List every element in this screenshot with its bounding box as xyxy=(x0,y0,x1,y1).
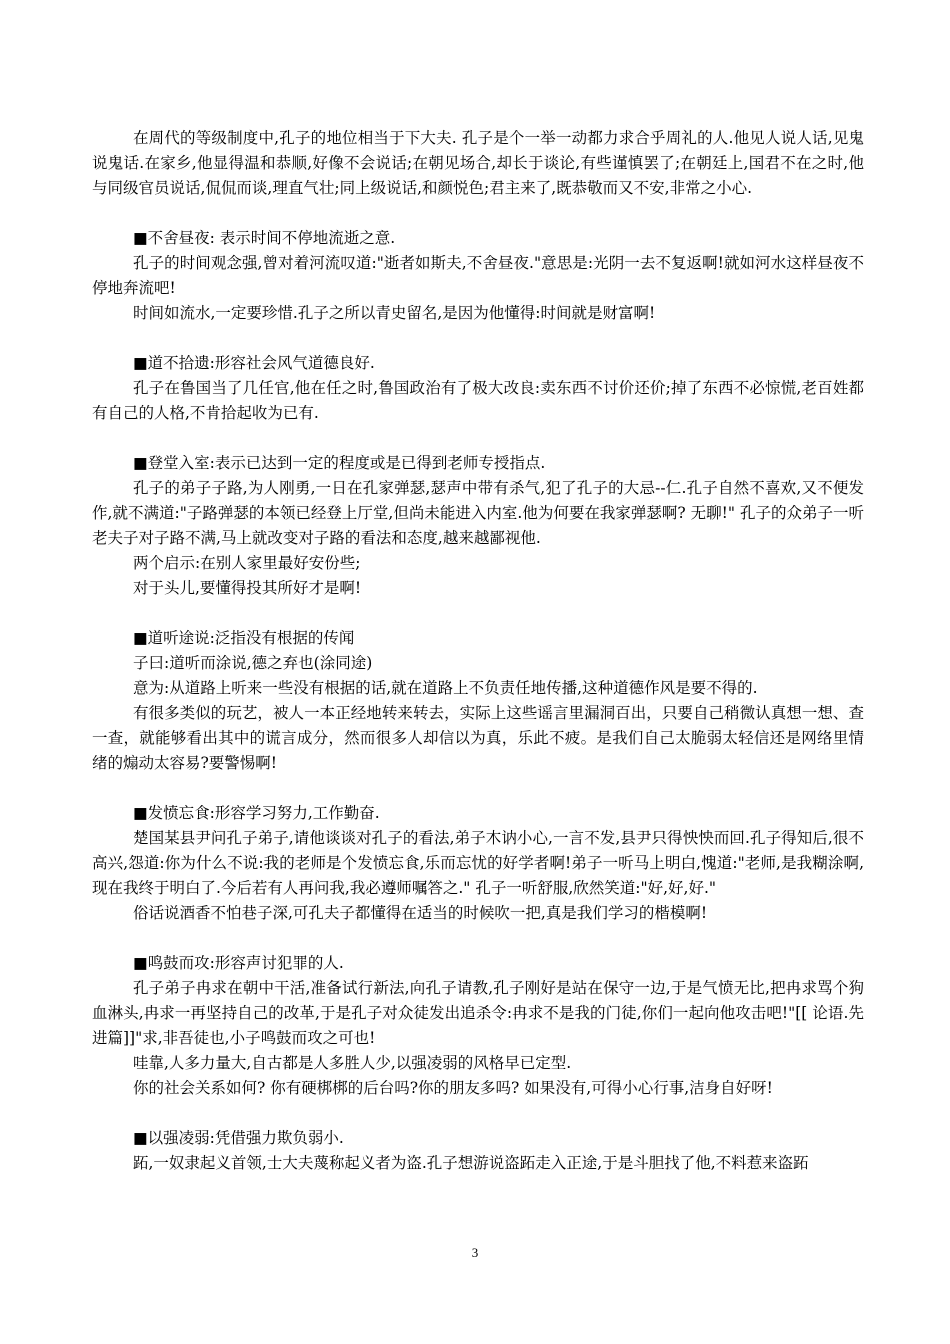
paragraph-spacer xyxy=(92,926,864,951)
body-paragraph: 你的社会关系如何? 你有硬梆梆的后台吗?你的朋友多吗? 如果没有,可得小心行事,洁身自好呀! xyxy=(133,1079,773,1097)
body-paragraph: 两个启示:在别人家里最好安份些; xyxy=(133,554,361,572)
paragraph-spacer xyxy=(92,601,864,626)
section-heading: ■道不拾遗:形容社会风气道德良好. xyxy=(133,354,375,372)
body-paragraph: 在周代的等级制度中,孔子的地位相当于下大夫. 孔子是个一举一动都力求合乎周礼的人.他见人说人话,见鬼说鬼话.在家乡,他显得温和恭顺,好像不会说话;在朝见场合,却长于谈论,有些谨慎罢了;在朝廷上,国君不在之时,他与同级官员说话,侃侃而谈,理直气壮;同上级说话,和颜悦色;君主来了,既恭敬而又不安,非常之小心. xyxy=(92,129,864,197)
body-paragraph: 哇靠,人多力量大,自古都是人多胜人少,以强凌弱的风格早已定型. xyxy=(133,1054,572,1072)
section-heading: ■不舍昼夜: 表示时间不停地流逝之意. xyxy=(133,229,396,247)
body-paragraph: 有很多类似的玩艺，被人一本正经地转来转去，实际上这些谣言里漏洞百出，只要自己稍微认真想一想、查一查，就能够看出其中的谎言成分，然而很多人却信以为真，乐此不疲。是我们自己太脆弱太轻信还是网络里情绪的煽动太容易?要警惕啊! xyxy=(92,704,864,772)
section-heading: ■发愤忘食:形容学习努力,工作勤奋. xyxy=(133,804,380,822)
paragraph-spacer xyxy=(92,426,864,451)
section-heading: ■鸣鼓而攻:形容声讨犯罪的人. xyxy=(133,954,344,972)
body-paragraph: 孔子在鲁国当了几任官,他在任之时,鲁国政治有了极大改良:卖东西不讨价还价;掉了东西不必惊慌,老百姓都有自己的人格,不肯拾起收为已有. xyxy=(92,379,864,422)
paragraph-spacer xyxy=(92,1101,864,1126)
body-paragraph: 俗话说酒香不怕巷子深,可孔夫子都懂得在适当的时候吹一把,真是我们学习的楷模啊! xyxy=(133,904,708,922)
section-heading: ■道听途说:泛指没有根据的传闻 xyxy=(133,629,355,647)
body-paragraph: 孔子的时间观念强,曾对着河流叹道:"逝者如斯夫,不舍昼夜."意思是:光阴一去不复返啊!就如河水这样昼夜不停地奔流吧! xyxy=(92,254,864,297)
section-heading: ■以强凌弱:凭借强力欺负弱小. xyxy=(133,1129,344,1147)
body-paragraph: 子曰:道听而涂说,德之弃也(涂同途) xyxy=(133,654,373,672)
body-paragraph: 楚国某县尹问孔子弟子,请他谈谈对孔子的看法,弟子木讷小心,一言不发,县尹只得怏怏而回.孔子得知后,很不高兴,怨道:你为什么不说:我的老师是个发愤忘食,乐而忘忧的好学者啊!弟子一听马上明白,愧道:"老师,是我糊涂啊,现在我终于明白了.今后若有人再问我,我必遵师嘱答之." 孔子一听舒服,欣然笑道:"好,好,好." xyxy=(92,829,864,897)
paragraph-spacer xyxy=(92,776,864,801)
body-paragraph: 时间如流水,一定要珍惜.孔子之所以青史留名,是因为他懂得:时间就是财富啊! xyxy=(133,304,656,322)
body-paragraph: 孔子弟子冉求在朝中干活,准备试行新法,向孔子请教,孔子刚好是站在保守一边,于是气愤无比,把冉求骂个狗血淋头,冉求一再坚持自己的改革,于是孔子对众徒发出追杀令:冉求不是我的门徒,你们一起向他攻击吧!"[[ 论语.先进篇]]"求,非吾徒也,小子鸣鼓而攻之可也! xyxy=(92,979,864,1047)
body-paragraph: 孔子的弟子子路,为人刚勇,一日在孔家弹瑟,瑟声中带有杀气,犯了孔子的大忌--仁.孔子自然不喜欢,又不便发作,就不满道:"子路弹瑟的本领已经登上厅堂,但尚未能进入内室.他为何要在我家弹瑟啊? 无聊!" 孔子的众弟子一听老夫子对子路不满,马上就改变对子路的看法和态度,越来越鄙视他. xyxy=(92,479,864,547)
section-heading: ■登堂入室:表示已达到一定的程度或是已得到老师专授指点. xyxy=(133,454,546,472)
body-paragraph: 意为:从道路上听来一些没有根据的话,就在道路上不负责任地传播,这种道德作风是要不得的. xyxy=(133,679,758,697)
body-paragraph: 跖,一奴隶起义首领,士大夫蔑称起义者为盗.孔子想游说盗跖走入正途,于是斗胆找了他,不料惹来盗跖 xyxy=(133,1154,809,1172)
page-number: 3 xyxy=(471,1245,479,1260)
document-body xyxy=(92,126,864,1176)
body-paragraph: 对于头儿,要懂得投其所好才是啊! xyxy=(133,579,362,597)
paragraph-spacer xyxy=(92,326,864,351)
paragraph-spacer xyxy=(92,201,864,226)
